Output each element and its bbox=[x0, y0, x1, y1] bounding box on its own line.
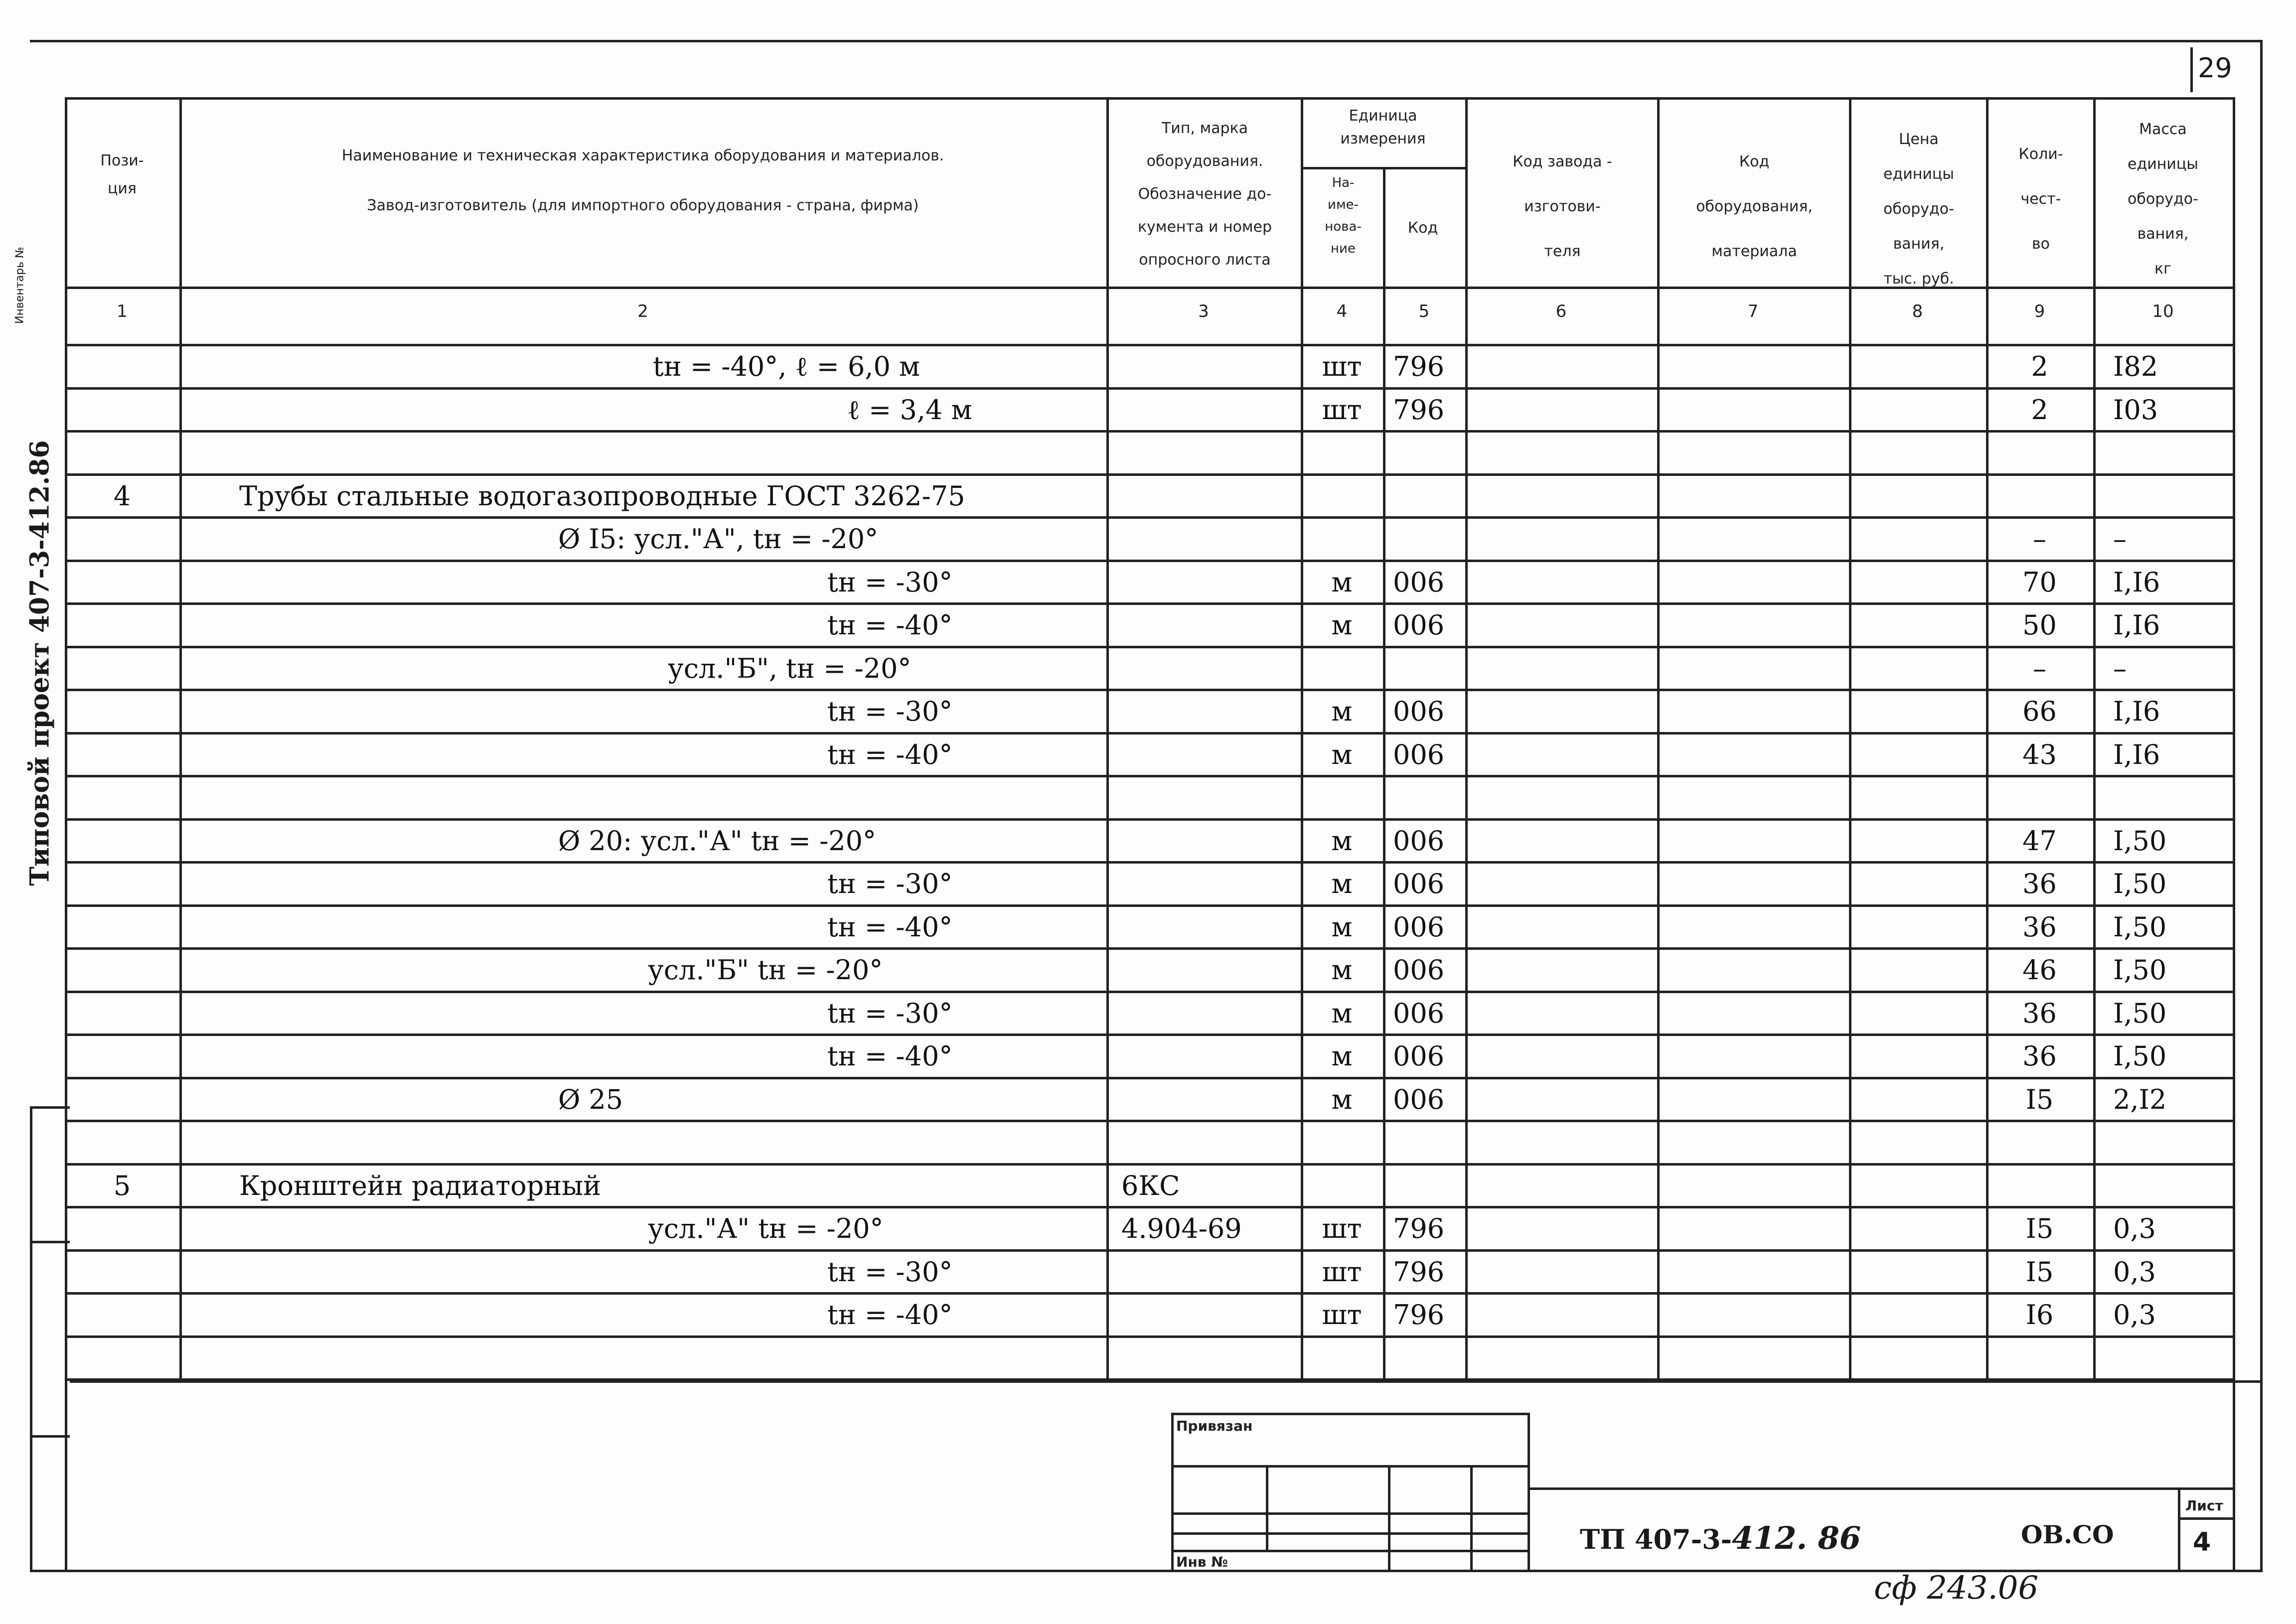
row-name: tн = -30° bbox=[827, 1256, 953, 1288]
header-unit-group: Единица измерения bbox=[1340, 107, 1426, 148]
row-unit-code: 006 bbox=[1393, 609, 1445, 641]
row-mass: I,50 bbox=[2113, 825, 2167, 857]
header-unit-name: На- име- нова- ние bbox=[1325, 175, 1362, 256]
row-unit-code: 006 bbox=[1393, 1083, 1445, 1115]
row-unit-code: 796 bbox=[1393, 1299, 1445, 1330]
page-number: 29 bbox=[2198, 52, 2232, 84]
row-unit: шт bbox=[1322, 1213, 1362, 1244]
row-name: tн = -40° bbox=[827, 911, 953, 943]
row-mass: I,I6 bbox=[2113, 566, 2160, 598]
header-mass: Масса единицы оборудо- вания, кг bbox=[2128, 121, 2198, 278]
side-small-text: Инвентарь № bbox=[13, 247, 26, 324]
row-quantity: 2 bbox=[2031, 394, 2048, 426]
row-unit: шт bbox=[1322, 394, 1362, 426]
row-name: Ø 25 bbox=[558, 1083, 623, 1115]
row-unit: м bbox=[1331, 609, 1353, 641]
bottom-handwritten-note: сф 243.06 bbox=[1874, 1570, 2039, 1607]
document-code-handwritten: 412. 86 bbox=[1732, 1520, 1861, 1556]
row-unit: шт bbox=[1322, 1256, 1362, 1288]
top-rule bbox=[30, 40, 2263, 42]
row-unit-code: 006 bbox=[1393, 696, 1445, 727]
row-unit-code: 796 bbox=[1393, 394, 1445, 426]
row-unit-code: 006 bbox=[1393, 566, 1445, 598]
row-quantity: I5 bbox=[2025, 1256, 2054, 1288]
row-name: tн = -40° bbox=[827, 1040, 953, 1072]
row-unit: шт bbox=[1322, 1299, 1362, 1330]
row-unit: м bbox=[1331, 738, 1353, 770]
page-number-frame bbox=[2190, 47, 2193, 92]
row-mass: I,I6 bbox=[2113, 738, 2160, 770]
row-mass: 0,3 bbox=[2113, 1256, 2156, 1288]
bottom-rule bbox=[30, 1570, 2263, 1572]
header-price: Цена единицы оборудо- вания, тыс. руб. bbox=[1883, 131, 1954, 288]
side-title: Типовой проект 407-3-412.86 bbox=[24, 440, 55, 886]
row-quantity: 43 bbox=[2022, 738, 2057, 770]
stamp-inv: Инв № bbox=[1176, 1554, 1228, 1570]
header-position: Пози- ция bbox=[100, 152, 144, 197]
row-unit: м bbox=[1331, 868, 1353, 899]
column-number: 8 bbox=[1912, 301, 1923, 321]
row-type: 6КС bbox=[1121, 1170, 1180, 1201]
row-unit: м bbox=[1331, 696, 1353, 727]
row-mass: 2,I2 bbox=[2113, 1083, 2167, 1115]
row-unit-code: 006 bbox=[1393, 738, 1445, 770]
row-name: tн = -30° bbox=[827, 696, 953, 727]
row-mass: I,50 bbox=[2113, 997, 2167, 1029]
row-name: tн = -40° bbox=[827, 1299, 953, 1330]
row-quantity: I5 bbox=[2025, 1213, 2054, 1244]
row-unit-code: 006 bbox=[1393, 1040, 1445, 1072]
header-unit-code: Код bbox=[1407, 219, 1438, 237]
row-quantity: 36 bbox=[2022, 911, 2057, 943]
side-strip-rule bbox=[30, 1435, 70, 1438]
row-unit: шт bbox=[1322, 351, 1362, 382]
row-name: усл."Б", tн = -20° bbox=[668, 652, 912, 684]
row-quantity: 47 bbox=[2022, 825, 2057, 857]
row-unit: м bbox=[1331, 911, 1353, 943]
row-unit-code: 006 bbox=[1393, 911, 1445, 943]
row-quantity: – bbox=[2033, 652, 2046, 684]
document-code-printed: ТП 407-3- bbox=[1580, 1523, 1732, 1555]
row-unit-code: 796 bbox=[1393, 351, 1445, 382]
row-name: tн = -30° bbox=[827, 997, 953, 1029]
row-mass: I,I6 bbox=[2113, 696, 2160, 727]
column-number: 10 bbox=[2152, 301, 2174, 321]
section-code: ОВ.СО bbox=[2021, 1520, 2114, 1549]
column-number: 4 bbox=[1336, 301, 1348, 321]
row-unit: м bbox=[1331, 1040, 1353, 1072]
row-mass: I82 bbox=[2113, 351, 2158, 382]
row-name: усл."Б" tн = -20° bbox=[648, 954, 883, 986]
row-unit-code: 006 bbox=[1393, 954, 1445, 986]
column-number: 1 bbox=[117, 301, 128, 321]
row-name: усл."А" tн = -20° bbox=[648, 1213, 884, 1244]
header-name-line2: Завод-изготовитель (для импортного оборудования - страна, фирма) bbox=[367, 197, 919, 214]
column-number: 5 bbox=[1418, 301, 1430, 321]
row-unit: м bbox=[1331, 566, 1353, 598]
row-unit: м bbox=[1331, 997, 1353, 1029]
row-quantity: 50 bbox=[2022, 609, 2057, 641]
row-quantity: 36 bbox=[2022, 868, 2057, 899]
row-mass: I,50 bbox=[2113, 954, 2167, 986]
header-factory-code: Код завода - изготови- теля bbox=[1513, 153, 1612, 260]
side-strip-left bbox=[30, 1106, 32, 1570]
row-name: tн = -40° bbox=[827, 738, 953, 770]
row-quantity: I6 bbox=[2025, 1299, 2054, 1330]
row-position: 4 bbox=[113, 480, 131, 512]
row-mass: – bbox=[2113, 652, 2127, 684]
row-quantity: – bbox=[2033, 523, 2046, 555]
row-unit: м bbox=[1331, 1083, 1353, 1115]
row-name: Кронштейн радиаторный bbox=[239, 1170, 602, 1201]
row-unit-code: 006 bbox=[1393, 825, 1445, 857]
row-mass: I03 bbox=[2113, 394, 2158, 426]
row-quantity: 66 bbox=[2022, 696, 2057, 727]
side-strip-rule bbox=[30, 1106, 70, 1109]
row-quantity: 36 bbox=[2022, 1040, 2057, 1072]
row-mass: I,50 bbox=[2113, 1040, 2167, 1072]
column-number: 6 bbox=[1555, 301, 1567, 321]
row-name: tн = -30° bbox=[827, 868, 953, 899]
row-name: tн = -40° bbox=[827, 609, 953, 641]
row-unit: м bbox=[1331, 825, 1353, 857]
stamp-privyazan: Привязан bbox=[1176, 1418, 1253, 1434]
row-name: Ø 20: усл."А" tн = -20° bbox=[558, 825, 876, 857]
column-number: 2 bbox=[637, 301, 648, 321]
row-mass: I,50 bbox=[2113, 868, 2167, 899]
row-quantity: I5 bbox=[2025, 1083, 2054, 1115]
right-rule bbox=[2260, 40, 2263, 1572]
row-mass: 0,3 bbox=[2113, 1299, 2156, 1330]
header-type: Тип, марка оборудования. Обозначение до- кумента и номер опросного листа bbox=[1137, 120, 1272, 269]
row-name: Трубы стальные водогазопроводные ГОСТ 3262-75 bbox=[239, 480, 965, 512]
header-name-line1: Наименование и техническая характеристика оборудования и материалов. bbox=[341, 147, 944, 164]
column-number: 9 bbox=[2034, 301, 2045, 321]
row-mass: 0,3 bbox=[2113, 1213, 2156, 1244]
row-unit-code: 006 bbox=[1393, 997, 1445, 1029]
row-name: tн = -30° bbox=[827, 566, 953, 598]
row-unit-code: 796 bbox=[1393, 1256, 1445, 1288]
sheet-label: Лист bbox=[2185, 1497, 2223, 1514]
column-number: 3 bbox=[1198, 301, 1209, 321]
header-quantity: Коли- чест- во bbox=[2018, 146, 2063, 253]
side-strip-rule bbox=[30, 1241, 70, 1243]
row-quantity: 46 bbox=[2022, 954, 2057, 986]
row-name: tн = -40°, ℓ = 6,0 м bbox=[653, 351, 920, 382]
document-code bbox=[1580, 1520, 1861, 1556]
row-name: Ø I5: усл."А", tн = -20° bbox=[558, 523, 879, 555]
row-mass: I,50 bbox=[2113, 911, 2167, 943]
row-quantity: 2 bbox=[2031, 351, 2048, 382]
row-quantity: 70 bbox=[2022, 566, 2057, 598]
header-equipment-code: Код оборудования, материала bbox=[1696, 153, 1813, 260]
row-mass: I,I6 bbox=[2113, 609, 2160, 641]
row-type: 4.904-69 bbox=[1121, 1213, 1242, 1244]
row-quantity: 36 bbox=[2022, 997, 2057, 1029]
row-name: ℓ = 3,4 м bbox=[847, 394, 972, 426]
row-unit-code: 796 bbox=[1393, 1213, 1445, 1244]
row-position: 5 bbox=[113, 1170, 131, 1201]
sheet-number: 4 bbox=[2193, 1527, 2211, 1557]
column-number: 7 bbox=[1747, 301, 1759, 321]
row-unit-code: 006 bbox=[1393, 868, 1445, 899]
row-unit: м bbox=[1331, 954, 1353, 986]
row-mass: – bbox=[2113, 523, 2127, 555]
